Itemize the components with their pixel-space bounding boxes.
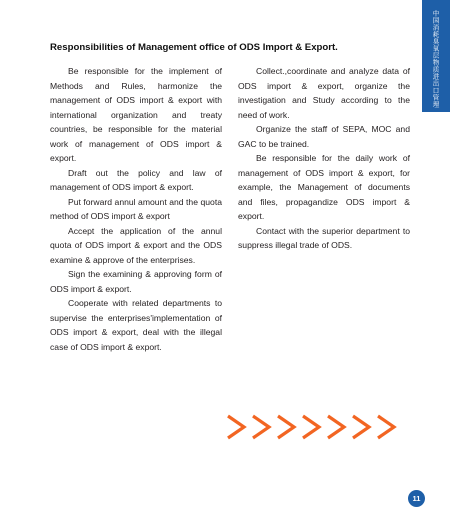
paragraph: Collect.,coordinate and analyze data of ODS import & export, organize the investigation and Study according to the need of work. — [238, 66, 410, 120]
left-column — [50, 64, 222, 354]
chevron-icon — [278, 416, 294, 438]
paragraph: Accept the application of the annul quota of ODS import & export and the ODS examine & approve of the enterprises. — [50, 225, 222, 265]
paragraph: Be responsible for the daily work of management of ODS import & export, for example, the Management of documents and files, propagandize ODS import & export. — [238, 153, 410, 221]
paragraph: Be responsible for the implement of Methods and Rules, harmonize the management of ODS import & export with international organization and treaty countries, be responsible for the material work of management of ODS import & export. — [50, 66, 222, 163]
chevron-icon — [228, 416, 244, 438]
chevron-icon — [328, 416, 344, 438]
chevron-icon — [353, 416, 369, 438]
paragraph: Contact with the superior department to suppress illegal trade of ODS. — [238, 225, 410, 250]
page-heading: Responsibilities of Management office of ODS Import & Export. — [50, 42, 338, 53]
page-number: 11 — [412, 494, 421, 503]
side-tab-text: 中国消耗臭氧层物质进出口管理 — [431, 10, 440, 108]
chevron-icon — [378, 416, 394, 438]
side-tab — [422, 0, 450, 112]
page-number-badge — [408, 490, 425, 507]
paragraph: Sign the examining & approving form of ODS import & export. — [50, 269, 222, 294]
paragraph: Organize the staff of SEPA, MOC and GAC to be trained. — [238, 124, 410, 149]
paragraph: Put forward annul amount and the quota method of ODS import & export — [50, 196, 222, 221]
paragraph: Draft out the policy and law of management of ODS import & export. — [50, 167, 222, 192]
chevron-icon — [253, 416, 269, 438]
paragraph: Cooperate with related departments to supervise the enterprises'implementation of ODS import & export, deal with the illegal case of ODS import & export. — [50, 298, 222, 352]
chevron-arrows-decoration — [222, 412, 412, 442]
chevron-icon — [303, 416, 319, 438]
right-column — [238, 64, 410, 253]
